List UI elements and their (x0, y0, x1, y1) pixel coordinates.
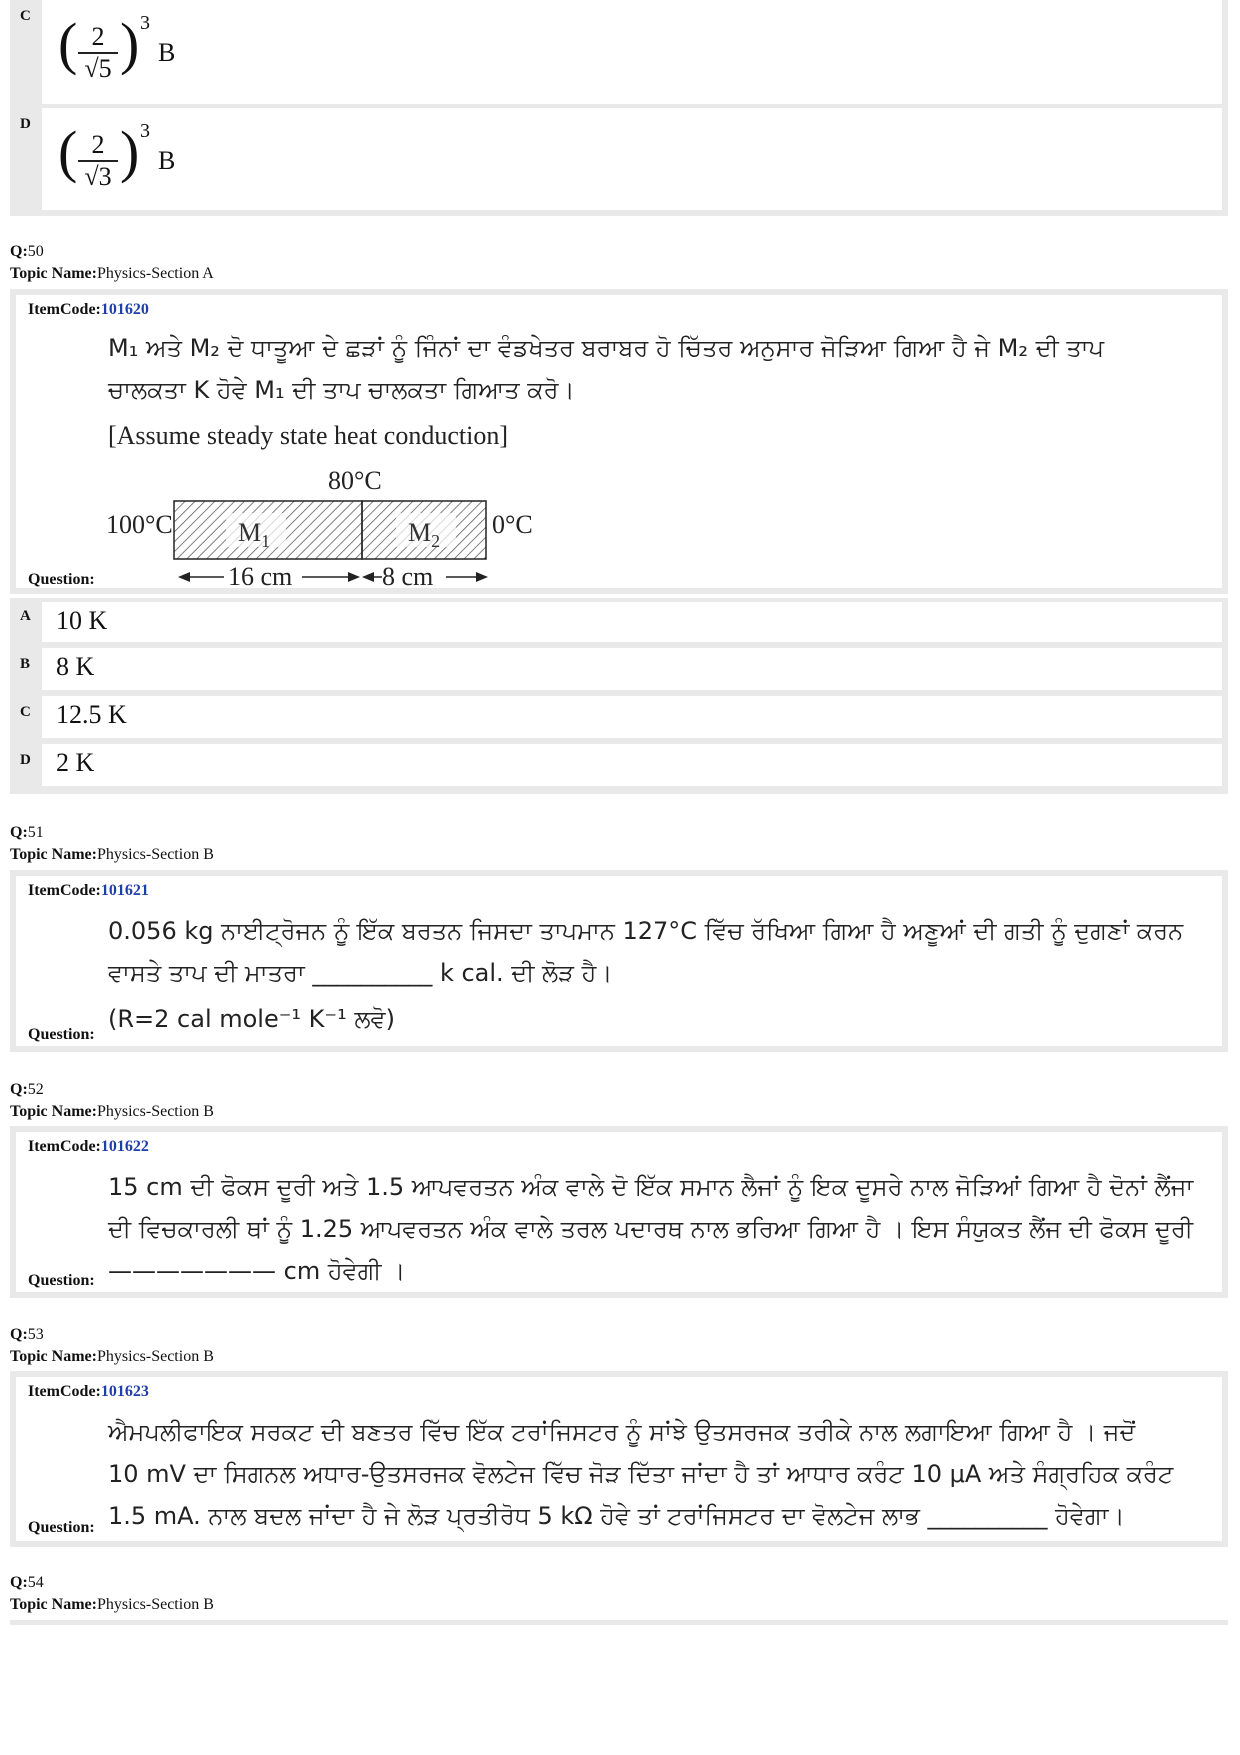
q53-header: Q:53 Topic Name:Physics-Section B (10, 1326, 214, 1365)
option-suffix: B (158, 38, 176, 67)
q53-item-box (10, 1371, 1228, 1547)
fraction-numerator: 2 (78, 130, 118, 162)
option-c[interactable]: C 12.5 K (10, 694, 1228, 738)
question-number: 52 (27, 1081, 44, 1098)
option-row-c[interactable]: C ( $\frac{2}{√5}$ ) 3 B (10, 0, 1228, 104)
question-number: 50 (27, 243, 44, 260)
option-label: D (20, 116, 31, 132)
question-number: 51 (27, 824, 44, 841)
topic-name: Physics-Section B (96, 1103, 214, 1120)
option-text: 10 K (56, 606, 108, 635)
topic-name: Physics-Section B (96, 846, 214, 863)
question-text: ਐਮਪਲੀਫਾਇਕ ਸਰਕਟ ਦੀ ਬਣਤਰ ਵਿੱਚ ਇੱਕ ਟਰਾਂਜਿਸਟਰ ਨੂੰ ਸਾਂਝੇ ਉਤਸਰਜਕ ਤਰੀਕੇ ਨਾਲ ਲਗਾਇਆ ਗਿਆ ਹੈ । ਜਦੋਂ 10 mV ਦਾ ਸਿਗਨਲ ਅਧਾਰ-ਉਤਸਰਜਕ ਵੋਲਟੇਜ ਵਿੱਚ ਜੋੜ ਦਿੱਤਾ ਜਾਂਦਾ ਹੈ ਤਾਂ ਆਧਾਰ ਕਰੰਟ 10 μA ਅਤੇ ਸੰਗ੍ਰਹਿਕ ਕਰੰਟ 1.5 mA. ਨਾਲ ਬਦਲ ਜਾਂਦਾ ਹੈ ਜੇ ਲੋੜ ਪ੍ਰਤੀਰੋਧ 5 kΩ ਹੋਵੇ ਤਾਂ ਟਰਾਂਜਿਸਟਰ ਦਾ ਵੋਲਟੇਜ ਲਾਭ __________ ਹੋਵੇਗਾ। (108, 1418, 1174, 1530)
option-a[interactable]: A 10 K (10, 598, 1228, 642)
itemcode: ItemCode:101623 (28, 1383, 149, 1400)
exponent: 3 (140, 12, 150, 34)
length-m2: 8 cm (382, 562, 434, 591)
fraction-denominator: √3 (84, 162, 112, 191)
temp-left: 100°C (106, 510, 173, 539)
svg-text:M1: $M_1$ (238, 518, 271, 551)
label-m2: M (408, 518, 432, 547)
topic-name: Physics-Section B (96, 1348, 214, 1365)
question-label: Question: (28, 1519, 95, 1536)
fraction-denominator: √5 (84, 54, 112, 83)
itemcode: ItemCode:101620 (28, 301, 149, 318)
q52-item-box (10, 1126, 1228, 1298)
option-label: C (20, 8, 31, 24)
topic-name: Physics-Section A (96, 265, 214, 282)
rod-diagram (106, 461, 586, 591)
question-text: 15 cm ਦੀ ਫੋਕਸ ਦੂਰੀ ਅਤੇ 1.5 ਆਪਵਰਤਨ ਅੰਕ ਵਾਲੇ ਦੋ ਇੱਕ ਸਮਾਨ ਲੈਜਾਂ ਨੂੰ ਇਕ ਦੂਸਰੇ ਨਾਲ ਜੋੜਿਆਂ ਗਿਆ ਹੈ ਦੋਨਾਂ ਲੈਂਜਾ ਦੀ ਵਿਚਕਾਰਲੀ ਥਾਂ ਨੂੰ 1.25 ਆਪਵਰਤਨ ਅੰਕ ਵਾਲੇ ਤਰਲ ਪਦਾਰਥ ਨਾਲ ਭਰਿਆ ਗਿਆ ਹੈ । ਇਸ ਸੰਯੁਕਤ ਲੈਂਜ ਦੀ ਫੋਕਸ ਦੂਰੀ ——————— cm ਹੋਵੇਗੀ । (108, 1173, 1194, 1285)
q50-item-box (10, 289, 1228, 594)
question-label: Question: (28, 1272, 95, 1289)
topic-name: Physics-Section B (96, 1596, 214, 1613)
q51-item-box (10, 870, 1228, 1052)
itemcode: ItemCode:101621 (28, 882, 149, 899)
q54-header: Q:54 Topic Name:Physics-Section B (10, 1574, 214, 1613)
option-suffix: B (158, 146, 176, 175)
option-b[interactable]: B 8 K (10, 646, 1228, 690)
question-label: Question: (28, 571, 95, 588)
svg-text:M2: $M_2$ (408, 518, 441, 551)
fraction-numerator: 2 (78, 22, 118, 54)
exponent: 3 (140, 120, 150, 142)
itemcode: ItemCode:101622 (28, 1138, 149, 1155)
question-number: 53 (27, 1326, 44, 1343)
q50-header: Q:50 Topic Name:Physics-Section A (10, 243, 214, 282)
q51-header: Q:51 Topic Name:Physics-Section B (10, 824, 214, 863)
length-m1: 16 cm (228, 562, 293, 591)
q54-item-box-top (10, 1620, 1228, 1625)
option-text: 2 K (56, 748, 95, 777)
temp-right: 0°C (492, 510, 533, 539)
option-text: 12.5 K (56, 700, 127, 729)
label-m1: M (238, 518, 262, 547)
question-number: 54 (27, 1574, 44, 1591)
question-text: 0.056 kg ਨਾਈਟ੍ਰੋਜਨ ਨੂੰ ਇੱਕ ਬਰਤਨ ਜਿਸਦਾ ਤਾਪਮਾਨ 127°C ਵਿੱਚ ਰੱਖਿਆ ਗਿਆ ਹੈ ਅਣੂਆਂ ਦੀ ਗਤੀ ਨੂੰ ਦੁਗਣਾਂ ਕਰਨ ਵਾਸਤੇ ਤਾਪ ਦੀ ਮਾਤਰਾ __________ k cal. ਦੀ ਲੋੜ ਹੈ। (R=2 cal mole⁻¹ K⁻¹ ਲਵੋ) (108, 917, 1184, 1033)
temp-junction: 80°C (328, 466, 382, 495)
q52-header: Q:52 Topic Name:Physics-Section B (10, 1081, 214, 1120)
question-text: M₁ ਅਤੇ M₂ ਦੋ ਧਾਤੂਆ ਦੇ ਛੜਾਂ ਨੂੰ ਜਿੰਨਾਂ ਦਾ ਵੰਡਖੇਤਰ ਬਰਾਬਰ ਹੋ ਚਿੱਤਰ ਅਨੁਸਾਰ ਜੋੜਿਆ ਗਿਆ ਹੈ ਜੇ M₂ ਦੀ ਤਾਪ ਚਾਲਕਤਾ K ਹੋਵੇ M₁ ਦੀ ਤਾਪ ਚਾਲਕਤਾ ਗਿਆਤ ਕਰੋ। [Assume steady state heat conduction] (108, 334, 1105, 450)
option-d[interactable]: D 2 K (10, 742, 1228, 786)
q50-options (10, 598, 1228, 794)
option-row-d[interactable]: D ( $\frac{2}{√3}$ ) 3 B (10, 108, 1228, 210)
question-label: Question: (28, 1026, 95, 1043)
prev-options-block (10, 0, 1228, 216)
option-text: 8 K (56, 652, 95, 681)
